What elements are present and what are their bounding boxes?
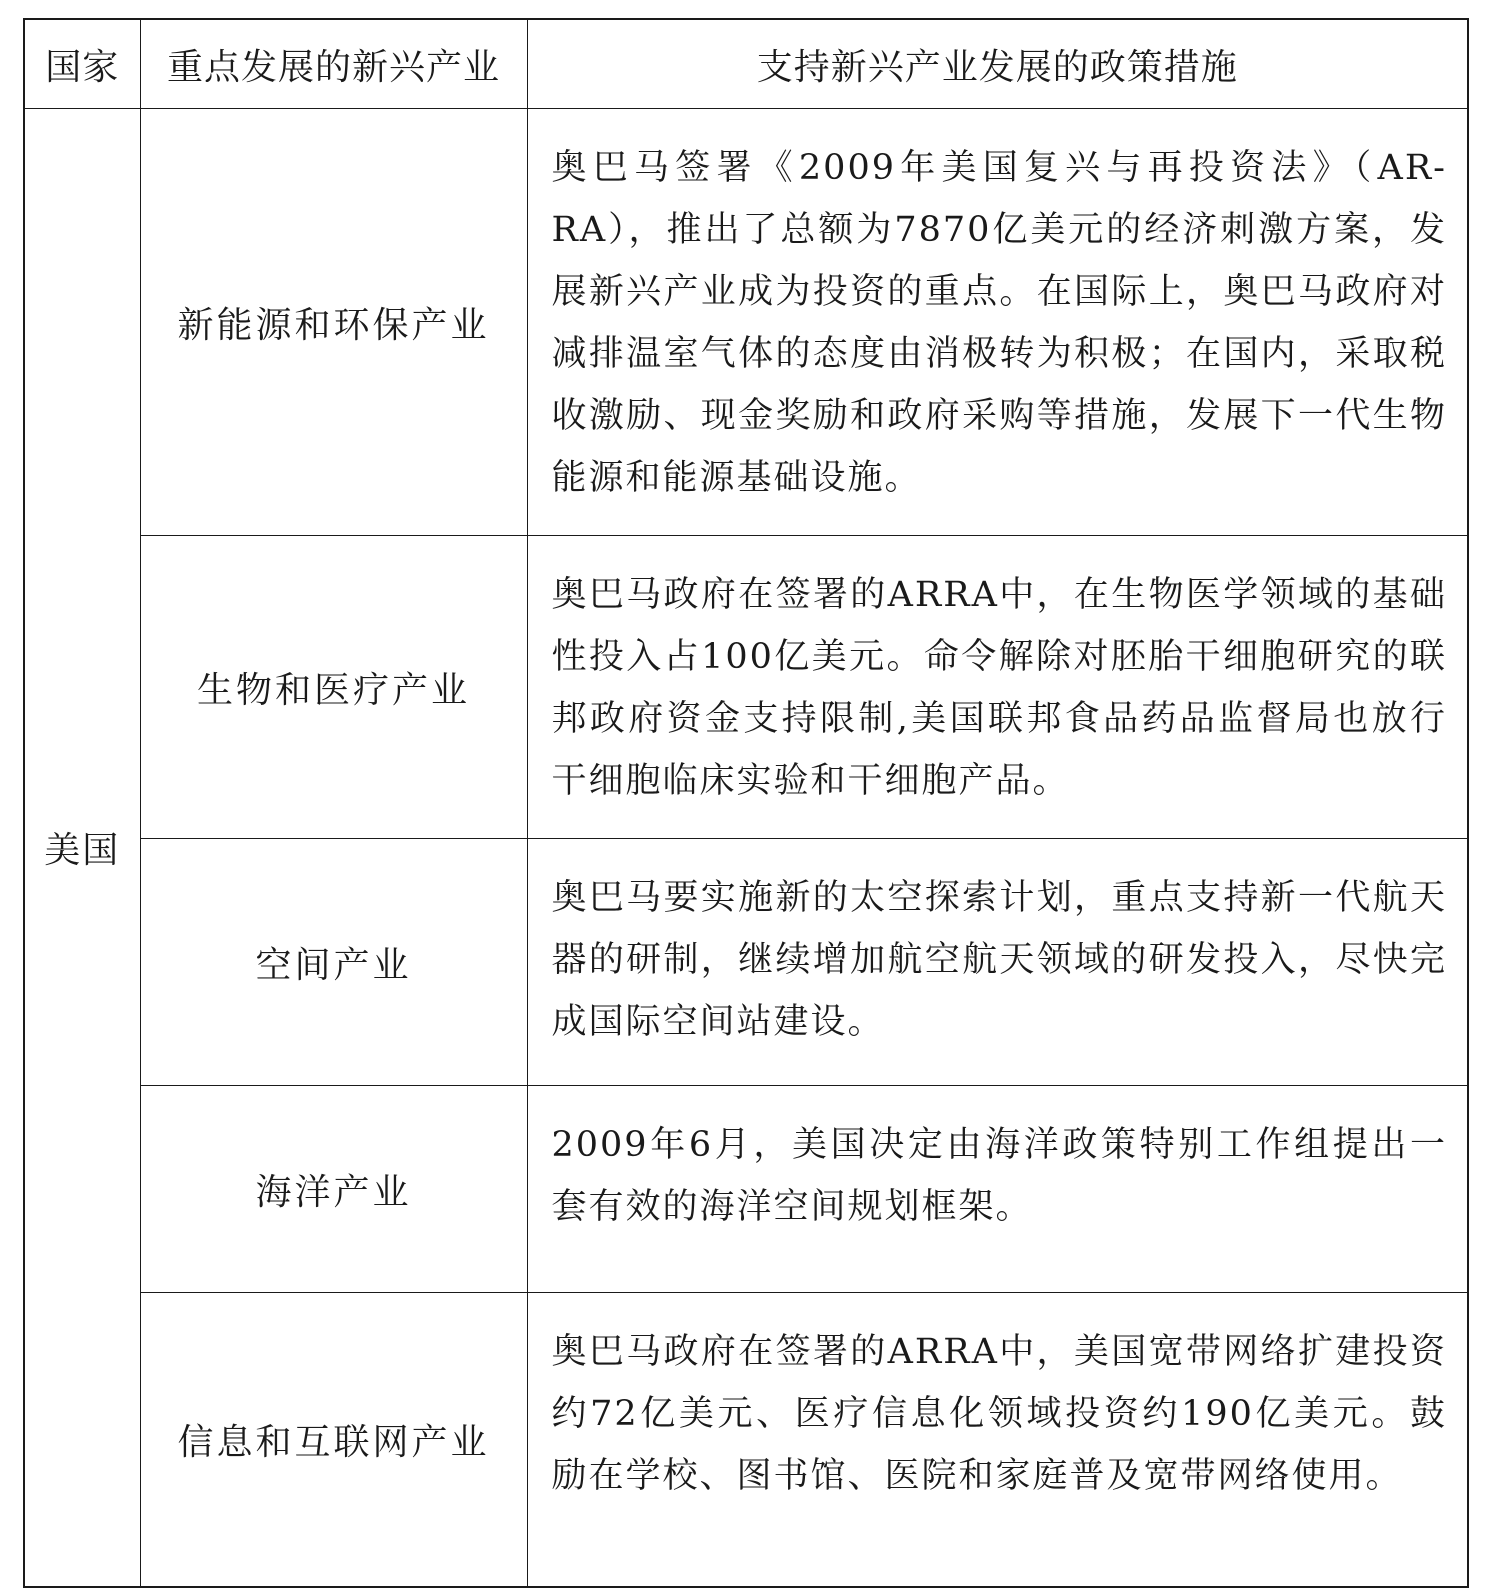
header-row bbox=[24, 19, 1468, 109]
industry-cell: 新能源和环保产业 bbox=[140, 109, 527, 536]
policy-cell: 奥巴马签署《2009年美国复兴与再投资法》（AR-RA），推出了总额为7870亿美元的经济刺激方案，发展新兴产业成为投资的重点。在国际上，奥巴马政府对减排温室气体的态度由消极转为积极；在国内，采取税收激励、现金奖励和政府采购等措施，发展下一代生物能源和能源基础设施。 bbox=[527, 109, 1468, 536]
table-row bbox=[24, 1086, 1468, 1293]
policy-table bbox=[23, 18, 1469, 1588]
policy-cell: 奥巴马要实施新的太空探索计划，重点支持新一代航天器的研制，继续增加航空航天领域的研发投入，尽快完成国际空间站建设。 bbox=[527, 839, 1468, 1086]
industry-cell: 信息和互联网产业 bbox=[140, 1293, 527, 1587]
table-header bbox=[24, 19, 1468, 109]
country-cell: 美国 bbox=[24, 109, 140, 1587]
industry-cell: 生物和医疗产业 bbox=[140, 536, 527, 839]
policy-cell: 奥巴马政府在签署的ARRA中，在生物医学领域的基础性投入占100亿美元。命令解除对胚胎干细胞研究的联邦政府资金支持限制,美国联邦食品药品监督局也放行干细胞临床实验和干细胞产品。 bbox=[527, 536, 1468, 839]
header-policy: 支持新兴产业发展的政策措施 bbox=[527, 19, 1468, 109]
table-row bbox=[24, 109, 1468, 536]
policy-cell: 2009年6月，美国决定由海洋政策特别工作组提出一套有效的海洋空间规划框架。 bbox=[527, 1086, 1468, 1293]
industry-cell: 空间产业 bbox=[140, 839, 527, 1086]
table-body bbox=[24, 109, 1468, 1587]
header-industry: 重点发展的新兴产业 bbox=[140, 19, 527, 109]
table-row bbox=[24, 536, 1468, 839]
industry-cell: 海洋产业 bbox=[140, 1086, 527, 1293]
table-row bbox=[24, 1293, 1468, 1587]
header-country: 国家 bbox=[24, 19, 140, 109]
policy-cell: 奥巴马政府在签署的ARRA中，美国宽带网络扩建投资约72亿美元、医疗信息化领域投资约190亿美元。鼓励在学校、图书馆、医院和家庭普及宽带网络使用。 bbox=[527, 1293, 1468, 1587]
table-row bbox=[24, 839, 1468, 1086]
